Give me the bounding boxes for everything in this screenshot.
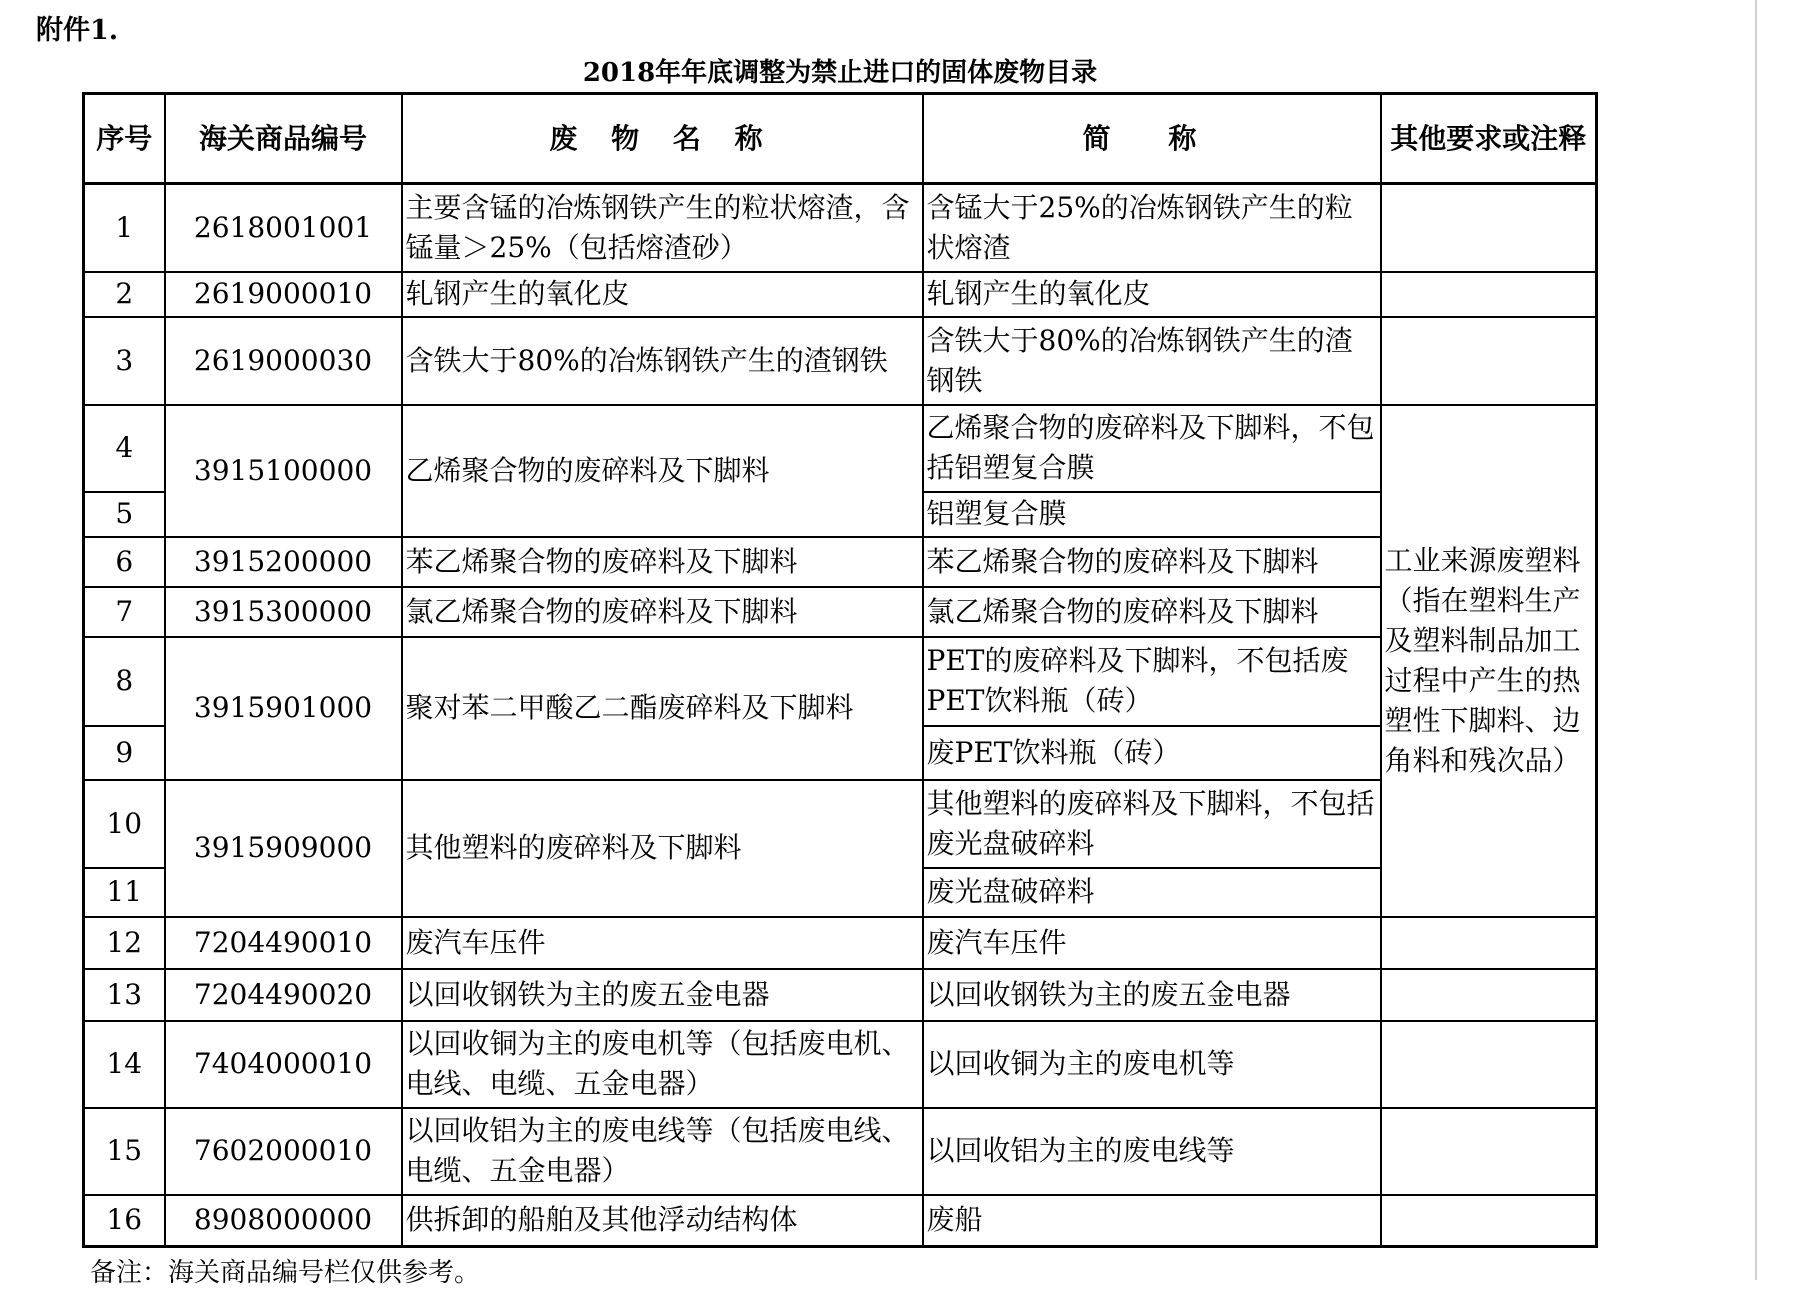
table-row [84, 587, 1597, 637]
note-cell-empty [1381, 272, 1597, 317]
seq-cell: 12 [84, 917, 165, 969]
name-cell: 氯乙烯聚合物的废碎料及下脚料 [402, 587, 923, 637]
short-cell: 含锰大于25%的冶炼钢铁产生的粒状熔渣 [923, 184, 1381, 272]
table-row [84, 1021, 1597, 1108]
name-cell: 含铁大于80%的冶炼钢铁产生的渣钢铁 [402, 317, 923, 405]
name-cell: 主要含锰的冶炼钢铁产生的粒状熔渣，含锰量＞25%（包括熔渣砂） [402, 184, 923, 272]
note-cell-empty [1381, 184, 1597, 272]
name-cell: 以回收铜为主的废电机等（包括废电机、电线、电缆、五金电器） [402, 1021, 923, 1108]
waste-catalog-table [82, 92, 1598, 1248]
name-cell: 其他塑料的废碎料及下脚料 [402, 780, 923, 917]
seq-cell: 4 [84, 405, 165, 492]
short-cell: 氯乙烯聚合物的废碎料及下脚料 [923, 587, 1381, 637]
short-cell: 废PET饮料瓶（砖） [923, 726, 1381, 780]
table-header-row [84, 94, 1597, 184]
code-cell: 3915200000 [165, 537, 402, 587]
code-cell: 3915300000 [165, 587, 402, 637]
table-row [84, 1108, 1597, 1195]
header-short: 简 称 [923, 94, 1381, 184]
header-note: 其他要求或注释 [1381, 94, 1597, 184]
seq-cell: 13 [84, 969, 165, 1021]
seq-cell: 10 [84, 780, 165, 868]
note-cell-empty [1381, 317, 1597, 405]
name-cell: 苯乙烯聚合物的废碎料及下脚料 [402, 537, 923, 587]
note-cell-empty [1381, 1108, 1597, 1195]
seq-cell: 3 [84, 317, 165, 405]
attachment-label: 附件1. [36, 15, 119, 46]
seq-cell: 2 [84, 272, 165, 317]
code-cell: 3915909000 [165, 780, 402, 917]
short-cell: 以回收铝为主的废电线等 [923, 1108, 1381, 1195]
seq-cell: 6 [84, 537, 165, 587]
header-seq: 序号 [84, 94, 165, 184]
seq-cell: 15 [84, 1108, 165, 1195]
seq-cell: 1 [84, 184, 165, 272]
note-cell-empty [1381, 1021, 1597, 1108]
code-cell: 2619000010 [165, 272, 402, 317]
document-title: 2018年年底调整为禁止进口的固体废物目录 [582, 58, 1098, 88]
page-edge-line [1755, 0, 1757, 1280]
name-cell: 轧钢产生的氧化皮 [402, 272, 923, 317]
short-cell: 含铁大于80%的冶炼钢铁产生的渣钢铁 [923, 317, 1381, 405]
header-name: 废 物 名 称 [402, 94, 923, 184]
short-cell: 以回收钢铁为主的废五金电器 [923, 969, 1381, 1021]
note-cell-empty [1381, 969, 1597, 1021]
code-cell: 8908000000 [165, 1195, 402, 1247]
table-row [84, 537, 1597, 587]
short-cell: 其他塑料的废碎料及下脚料，不包括废光盘破碎料 [923, 780, 1381, 868]
footnote: 备注：海关商品编号栏仅供参考。 [90, 1258, 481, 1288]
short-cell: 废光盘破碎料 [923, 868, 1381, 917]
short-cell: PET的废碎料及下脚料，不包括废PET饮料瓶（砖） [923, 637, 1381, 726]
short-cell: 以回收铜为主的废电机等 [923, 1021, 1381, 1108]
seq-cell: 11 [84, 868, 165, 917]
code-cell: 7204490020 [165, 969, 402, 1021]
short-cell: 乙烯聚合物的废碎料及下脚料，不包括铝塑复合膜 [923, 405, 1381, 492]
code-cell: 3915100000 [165, 405, 402, 537]
seq-cell: 14 [84, 1021, 165, 1108]
code-cell: 3915901000 [165, 637, 402, 780]
seq-cell: 9 [84, 726, 165, 780]
code-cell: 2618001001 [165, 184, 402, 272]
table-row [84, 317, 1597, 405]
table-row [84, 405, 1597, 492]
short-cell: 废汽车压件 [923, 917, 1381, 969]
name-cell: 供拆卸的船舶及其他浮动结构体 [402, 1195, 923, 1247]
seq-cell: 16 [84, 1195, 165, 1247]
note-cell-empty [1381, 917, 1597, 969]
table-row [84, 917, 1597, 969]
short-cell: 苯乙烯聚合物的废碎料及下脚料 [923, 537, 1381, 587]
table-row [84, 184, 1597, 272]
short-cell: 轧钢产生的氧化皮 [923, 272, 1381, 317]
short-cell: 废船 [923, 1195, 1381, 1247]
seq-cell: 7 [84, 587, 165, 637]
code-cell: 7602000010 [165, 1108, 402, 1195]
seq-cell: 5 [84, 492, 165, 537]
code-cell: 7204490010 [165, 917, 402, 969]
note-cell-empty [1381, 1195, 1597, 1247]
name-cell: 以回收铝为主的废电线等（包括废电线、电缆、五金电器） [402, 1108, 923, 1195]
code-cell: 7404000010 [165, 1021, 402, 1108]
table-row [84, 969, 1597, 1021]
header-code: 海关商品编号 [165, 94, 402, 184]
plastics-note-cell: 工业来源废塑料（指在塑料生产及塑料制品加工过程中产生的热塑性下脚料、边角料和残次品） [1381, 405, 1597, 917]
table-row [84, 1195, 1597, 1247]
table-row [84, 637, 1597, 726]
short-cell: 铝塑复合膜 [923, 492, 1381, 537]
name-cell: 乙烯聚合物的废碎料及下脚料 [402, 405, 923, 537]
name-cell: 以回收钢铁为主的废五金电器 [402, 969, 923, 1021]
name-cell: 废汽车压件 [402, 917, 923, 969]
table-row [84, 780, 1597, 868]
code-cell: 2619000030 [165, 317, 402, 405]
table-row [84, 272, 1597, 317]
name-cell: 聚对苯二甲酸乙二酯废碎料及下脚料 [402, 637, 923, 780]
seq-cell: 8 [84, 637, 165, 726]
